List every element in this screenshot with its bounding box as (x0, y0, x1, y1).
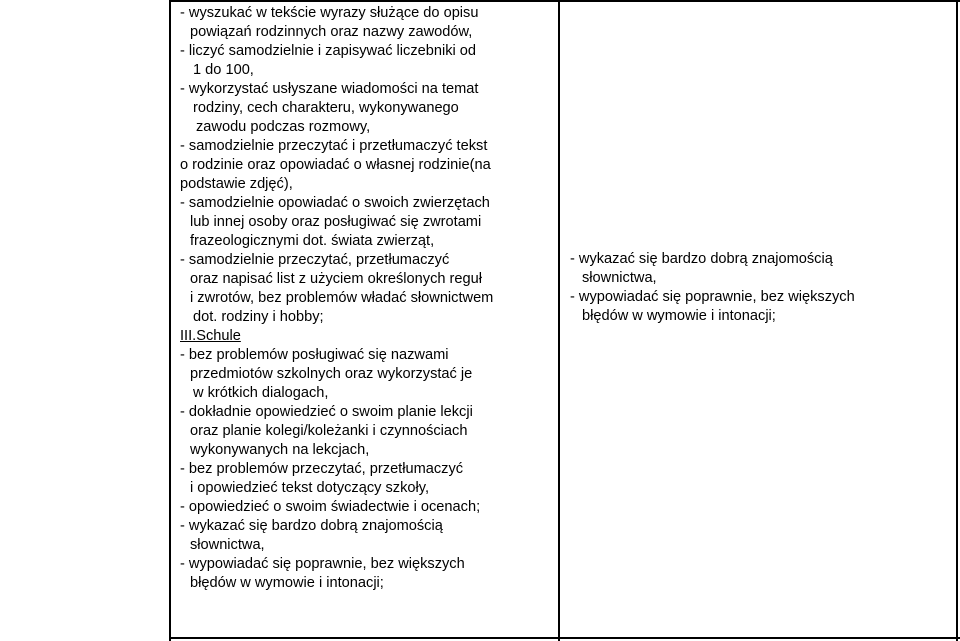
column-2-cell (570, 250, 855, 326)
text-line: - wypowiadać się poprawnie, bez większych (570, 289, 855, 305)
text-line: wykonywanych na lekcjach, (190, 442, 370, 458)
text-line: 1 do 100, (193, 62, 254, 78)
text-line: dot. rodziny i hobby; (193, 309, 324, 325)
text-line: - opowiedzieć o swoim świadectwie i ocenach; (180, 499, 481, 515)
section-heading: III.Schule (180, 328, 241, 344)
text-line: zawodu podczas rozmowy, (196, 119, 371, 135)
text-line: - bez problemów posługiwać się nazwami (180, 347, 449, 363)
text-line: oraz planie kolegi/koleżanki i czynnościach (190, 423, 468, 439)
text-line: - liczyć samodzielnie i zapisywać liczebniki od (180, 43, 477, 59)
text-line: - wykorzystać usłyszane wiadomości na temat (180, 81, 479, 97)
text-line: błędów w wymowie i intonacji; (190, 575, 384, 591)
text-line: - bez problemów przeczytać, przetłumaczyć (180, 461, 464, 477)
text-line: - dokładnie opowiedzieć o swoim planie lekcji (180, 404, 473, 420)
text-line: - samodzielnie opowiadać o swoich zwierzętach (180, 195, 490, 211)
table-column-divider (558, 0, 560, 641)
text-line: w krótkich dialogach, (193, 385, 329, 401)
text-line: - wyszukać w tekście wyrazy służące do opisu (180, 5, 479, 21)
text-line: - wykazać się bardzo dobrą znajomością (570, 251, 833, 267)
table-bottom-border (169, 637, 960, 639)
text-line: i opowiedzieć tekst dotyczący szkoły, (190, 480, 430, 496)
text-line: błędów w wymowie i intonacji; (582, 308, 776, 324)
text-line: o rodzinie oraz opowiadać o własnej rodzinie(na (180, 157, 491, 173)
text-line: - samodzielnie przeczytać, przetłumaczyć (180, 252, 450, 268)
text-line: frazeologicznymi dot. świata zwierząt, (190, 233, 435, 249)
text-line: - wypowiadać się poprawnie, bez większych (180, 556, 465, 572)
text-line: - wykazać się bardzo dobrą znajomością (180, 518, 443, 534)
table-left-border (169, 0, 171, 641)
text-line: powiązań rodzinnych oraz nazwy zawodów, (190, 24, 473, 40)
table-top-border (169, 0, 960, 2)
text-line: oraz napisać list z użyciem określonych reguł (190, 271, 482, 287)
text-line: słownictwa, (582, 270, 657, 286)
text-line: lub innej osoby oraz posługiwać się zwrotami (190, 214, 482, 230)
text-line: słownictwa, (190, 537, 265, 553)
table-right-border (956, 0, 958, 641)
text-line: przedmiotów szkolnych oraz wykorzystać je (190, 366, 473, 382)
text-line: i zwrotów, bez problemów władać słownictwem (190, 290, 494, 306)
text-line: - samodzielnie przeczytać i przetłumaczyć tekst (180, 138, 488, 154)
text-line: podstawie zdjęć), (180, 176, 293, 192)
text-line: rodziny, cech charakteru, wykonywanego (193, 100, 459, 116)
